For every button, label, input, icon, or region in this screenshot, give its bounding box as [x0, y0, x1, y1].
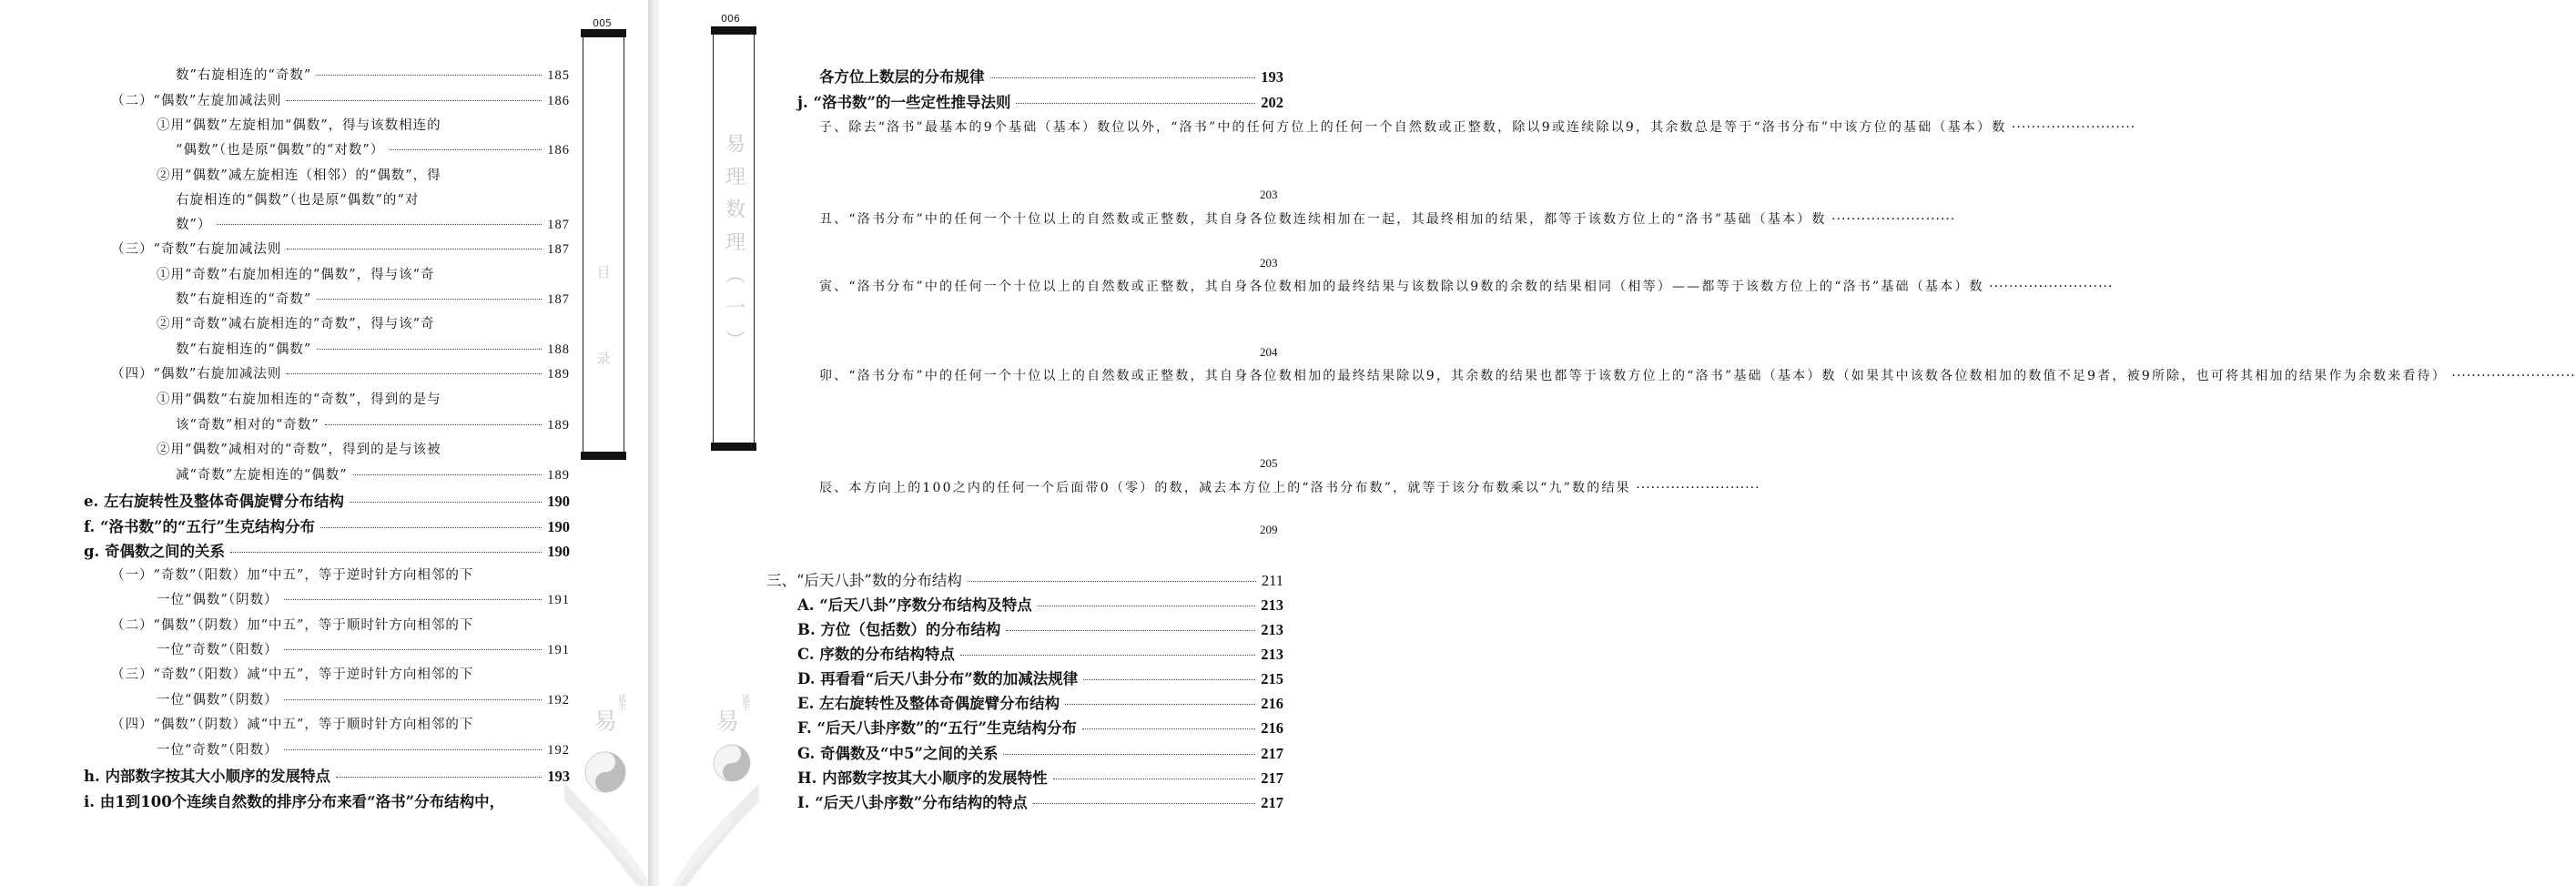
toc-entry	[176, 339, 570, 358]
toc-page-number: 190	[547, 518, 570, 535]
dot-leader	[287, 249, 542, 250]
toc-page-number: 192	[547, 693, 570, 708]
toc-entry	[797, 691, 1283, 713]
toc-entry	[111, 363, 570, 382]
dot-leader	[1016, 103, 1255, 104]
dot-leader	[320, 527, 542, 528]
toc-entry-text: B. 方位（包括数）的分布结构	[797, 621, 1001, 638]
toc-page-number: 211	[1261, 572, 1283, 589]
toc-row	[157, 389, 666, 408]
dot-leader: ·························	[1983, 280, 2114, 294]
toc-page-number: 203	[1260, 188, 1278, 201]
toc-entry-text: e. 左右旋转性及整体奇偶旋臂分布结构	[84, 493, 344, 510]
toc-row	[84, 489, 570, 511]
toc-entry-text: 减“奇数”左旋相连的“偶数”	[176, 468, 348, 483]
dot-leader	[336, 777, 542, 778]
toc-entry-text: 各方位上数层的分布规律	[819, 68, 985, 86]
toc-entry	[797, 716, 1283, 738]
toc-row	[797, 691, 1283, 713]
toc-row	[797, 716, 1283, 738]
toc-row	[176, 464, 570, 484]
toc-entry-text: 卯、“洛书分布”中的任何一个十位以上的自然数或正整数，其自身各位数相加的最终结果除以9，其余数的结果也都等于该数方位上的“洛书”基础（基本）数（如果其中该数各位数相加的数值不足9者，被9所除，也可将其相加的结果作为余数来看待）	[819, 369, 2447, 383]
toc-page-number: 216	[1261, 719, 1283, 737]
toc-entry	[111, 239, 570, 258]
toc-row	[176, 189, 685, 209]
toc-page-number: 204	[1260, 345, 1278, 359]
toc-entry	[176, 214, 570, 233]
right-side-label: 易理数理（一）	[722, 133, 745, 362]
toc-entry	[84, 514, 570, 536]
toc-row	[111, 239, 570, 258]
toc-row	[797, 90, 1283, 112]
toc-row	[157, 264, 666, 283]
toc-row	[176, 214, 570, 233]
tab-top-bar	[581, 29, 626, 37]
dot-leader	[1082, 728, 1255, 729]
toc-entry-text: ①用“偶数”左旋相加“偶数”，得与该数相连的	[157, 118, 441, 133]
toc-entry-text: h. 内部数字按其大小顺序的发展特点	[84, 768, 330, 785]
toc-row	[819, 65, 1283, 87]
toc-entry	[797, 90, 1283, 112]
dot-leader	[1006, 630, 1255, 631]
dot-leader	[284, 599, 543, 600]
toc-entry-text: （二）“偶数”左旋加减法则	[111, 94, 282, 108]
toc-entry	[157, 389, 666, 408]
left-emblem-char: 易	[593, 708, 618, 736]
toc-row	[84, 789, 593, 811]
toc-entry	[176, 464, 570, 484]
toc-entry-text: ②用“偶数”减相对的“奇数”，得到的是与该被	[157, 443, 441, 457]
toc-row	[797, 790, 1283, 812]
toc-page-number: 209	[1260, 523, 1278, 536]
toc-page-number: 188	[547, 342, 570, 357]
toc-entry	[176, 139, 570, 158]
toc-row	[111, 615, 621, 634]
toc-paragraph-entry	[819, 276, 2114, 363]
toc-entry-text: “偶数”（也是原“偶数”的“对数”）	[176, 143, 385, 158]
toc-page-number: 213	[1261, 621, 1283, 638]
toc-page-number: 190	[547, 543, 570, 560]
left-emblem-text: 延生	[616, 694, 625, 710]
toc-row	[84, 514, 570, 536]
toc-entry	[157, 115, 666, 134]
toc-page-number: 202	[1261, 94, 1283, 111]
toc-row	[157, 589, 570, 608]
toc-row	[84, 539, 570, 561]
toc-row	[176, 289, 570, 308]
toc-entry	[176, 65, 570, 84]
dot-leader	[1033, 803, 1256, 804]
toc-entry	[797, 741, 1283, 763]
toc-page-number: 192	[547, 743, 570, 758]
toc-entry	[157, 313, 666, 332]
toc-page-number: 205	[1260, 456, 1278, 470]
toc-row	[797, 667, 1283, 688]
toc-entry-text: C. 序数的分布结构特点	[797, 646, 955, 663]
toc-row	[797, 642, 1283, 664]
toc-page-number: 193	[547, 768, 570, 785]
toc-entry-text: （三）“奇数”右旋加减法则	[111, 242, 282, 257]
toc-entry	[157, 589, 570, 608]
toc-entry	[84, 539, 570, 561]
toc-row	[157, 689, 570, 708]
dot-leader	[287, 100, 542, 101]
dot-leader	[317, 75, 542, 76]
toc-row	[797, 766, 1283, 788]
toc-entry	[797, 617, 1283, 639]
dot-leader	[284, 749, 543, 750]
dot-leader	[1065, 704, 1255, 705]
toc-page-number: 191	[547, 593, 570, 607]
toc-entry-text: I. “后天八卦序数”分布结构的特点	[797, 794, 1028, 811]
toc-entry	[176, 414, 570, 433]
toc-paragraph-entry	[819, 117, 2136, 206]
toc-entry	[797, 667, 1283, 688]
toc-page-number: 187	[547, 242, 570, 257]
dot-leader	[287, 373, 542, 374]
dot-leader: ·························	[1630, 481, 1760, 495]
toc-entry	[766, 568, 1283, 590]
toc-entry-text: （四）“偶数”（阴数）减“中五”，等于顺时针方向相邻的下	[111, 718, 474, 732]
toc-entry	[176, 289, 570, 308]
dot-leader	[230, 552, 542, 553]
tab-top-bar	[711, 26, 756, 35]
toc-entry-text: 数”右旋相连的“偶数”	[176, 342, 312, 357]
toc-entry-text: （三）“奇数”（阳数）减“中五”，等于逆时针方向相邻的下	[111, 667, 474, 682]
toc-row	[157, 639, 570, 658]
toc-entry-text: 一位“偶数”（阴数）	[157, 693, 279, 708]
toc-page-number: 217	[1261, 794, 1283, 811]
toc-entry	[157, 165, 666, 184]
toc-page-number: 187	[547, 292, 570, 307]
toc-entry	[157, 739, 570, 759]
toc-entry	[157, 639, 570, 658]
toc-entry-text: 一位“偶数”（阴数）	[157, 593, 279, 607]
toc-entry-text: 数”）	[176, 218, 212, 232]
toc-entry-text: A. “后天八卦”序数分布结构及特点	[797, 596, 1032, 614]
toc-entry	[84, 789, 593, 811]
toc-entry-text: 数”右旋相连的“奇数”	[176, 292, 312, 307]
dot-leader	[317, 349, 542, 350]
toc-page-number: 186	[547, 94, 570, 108]
toc-entry-text: （二）“偶数”（阴数）加“中五”，等于顺时针方向相邻的下	[111, 618, 474, 633]
toc-paragraph-entry	[819, 365, 2576, 474]
toc-entry-text: 丑、“洛书分布”中的任何一个十位以上的自然数或正整数，其自身各位数连续相加在一起，其最终相加的结果，都等于该数方位上的“洛书”基础（基本）数	[819, 212, 1827, 227]
dot-leader	[1083, 679, 1255, 680]
dot-leader: ·························	[2446, 369, 2576, 383]
toc-row	[176, 414, 570, 433]
dot-leader	[968, 581, 1256, 582]
right-page	[659, 0, 2576, 886]
toc-row	[111, 664, 621, 683]
toc-entry-text: 右旋相连的“偶数”（也是原“偶数”的“对	[176, 193, 420, 208]
toc-row	[157, 739, 570, 759]
toc-row	[766, 568, 1283, 590]
left-page	[0, 0, 652, 886]
toc-page-number: 213	[1261, 646, 1283, 663]
toc-row	[797, 617, 1283, 639]
toc-page-number: 217	[1261, 745, 1283, 762]
toc-paragraph-entry	[819, 209, 1956, 274]
toc-entry	[111, 90, 570, 109]
dot-leader	[990, 77, 1256, 78]
toc-entry-text: 三、“后天八卦”数的分布结构	[766, 572, 962, 589]
dot-leader	[1003, 754, 1255, 755]
toc-entry	[111, 714, 621, 733]
toc-entry-text: 辰、本方向上的100之内的任何一个后面带0（零）的数，减去本方位上的“洛书分布数”，就等于该分布数乘以“九”数的结果	[819, 481, 1631, 495]
toc-row	[111, 90, 570, 109]
toc-entry-text: D. 再看看“后天八卦分布”数的加减法规律	[797, 670, 1079, 687]
toc-row	[157, 165, 666, 184]
toc-row	[157, 115, 666, 134]
toc-row	[176, 339, 570, 358]
toc-page-number: 216	[1261, 695, 1283, 712]
toc-entry	[157, 264, 666, 283]
right-page-number: 006	[721, 13, 740, 25]
toc-entry-text: 一位“奇数”（阳数）	[157, 743, 279, 758]
toc-row	[84, 764, 570, 786]
toc-entry-text: g. 奇偶数之间的关系	[84, 543, 226, 560]
toc-entry-text: j. “洛书数”的一些定性推导法则	[797, 94, 1011, 111]
toc-row	[111, 714, 621, 733]
toc-page-number: 189	[547, 367, 570, 382]
left-side-label: 目录	[594, 265, 612, 438]
dot-leader	[325, 424, 543, 425]
toc-entry	[84, 489, 570, 511]
toc-entry-text: f. “洛书数”的“五行”生克结构分布	[84, 518, 315, 535]
toc-row	[157, 313, 666, 332]
toc-entry-text: ①用“偶数”右旋加相连的“奇数”，得到的是与	[157, 392, 441, 407]
toc-page-number: 217	[1261, 769, 1283, 787]
dot-leader	[960, 655, 1255, 656]
toc-page-number: 186	[547, 143, 570, 158]
toc-entry	[111, 615, 621, 634]
toc-page-number: 187	[547, 218, 570, 232]
toc-entry-text: 数”右旋相连的“奇数”	[176, 68, 312, 83]
toc-entry-text: ②用“偶数”减左旋相连（相邻）的“偶数”，得	[157, 168, 441, 183]
dot-leader	[217, 224, 542, 225]
toc-page-number: 190	[547, 493, 570, 510]
toc-entry	[111, 664, 621, 683]
dot-leader	[284, 649, 543, 650]
toc-entry-text: ②用“奇数”减右旋相连的“奇数”，得与该“奇	[157, 317, 435, 331]
toc-entry	[157, 439, 666, 458]
toc-entry-text: （四）“偶数”右旋加减法则	[111, 367, 282, 382]
left-page-number: 005	[593, 17, 612, 29]
toc-entry-text: H. 内部数字按其大小顺序的发展特性	[797, 769, 1048, 787]
toc-row	[176, 139, 570, 158]
dot-leader	[317, 299, 542, 300]
toc-entry	[84, 764, 570, 786]
right-side-tab	[713, 35, 755, 443]
tab-bottom-bar	[711, 443, 756, 451]
toc-row	[797, 593, 1283, 615]
toc-entry-text: 该“奇数”相对的“奇数”	[176, 418, 319, 433]
toc-entry-text: 寅、“洛书分布”中的任何一个十位以上的自然数或正整数，其自身各位数相加的最终结果与该数除以9数的余数的结果相同（相等）——都等于该数方位上的“洛书”基础（基本）数	[819, 280, 1984, 294]
toc-entry	[797, 642, 1283, 664]
dot-leader: ·························	[2006, 120, 2136, 135]
toc-page-number: 203	[1260, 256, 1278, 270]
right-emblem-char: 易	[715, 708, 740, 736]
toc-paragraph-entry	[819, 477, 1760, 541]
toc-page-number: 191	[547, 643, 570, 657]
toc-entry-text: i. 由1到100个连续自然数的排序分布来看“洛书”分布结构中，	[84, 793, 505, 810]
toc-entry	[157, 689, 570, 708]
toc-row	[157, 439, 666, 458]
toc-entry	[176, 189, 685, 209]
toc-entry	[819, 65, 1283, 87]
toc-entry-text: G. 奇偶数及“中5”之间的关系	[797, 745, 999, 762]
toc-entry	[797, 766, 1283, 788]
dot-leader: ·························	[1826, 212, 1956, 227]
toc-entry-text: F. “后天八卦序数”的“五行”生克结构分布	[797, 719, 1078, 737]
toc-entry	[111, 565, 621, 584]
toc-entry-text: 一位“奇数”（阳数）	[157, 643, 279, 657]
toc-page-number: 215	[1261, 670, 1283, 687]
toc-row	[176, 65, 570, 84]
dot-leader	[390, 149, 542, 150]
toc-page-number: 185	[547, 68, 570, 83]
dot-leader	[284, 699, 543, 700]
toc-page-number: 213	[1261, 596, 1283, 614]
toc-page-number: 189	[547, 418, 570, 433]
dot-leader	[350, 502, 542, 503]
toc-entry-text: ①用“奇数”右旋加相连的“偶数”，得与该“奇	[157, 268, 435, 282]
toc-page-number: 193	[1261, 68, 1283, 86]
right-emblem-text: 延生	[740, 694, 749, 710]
dot-leader	[353, 474, 543, 475]
toc-page-number: 189	[547, 468, 570, 483]
toc-row	[111, 565, 621, 584]
toc-entry-text: （一）“奇数”（阳数）加“中五”，等于逆时针方向相邻的下	[111, 568, 474, 583]
toc-entry-text: E. 左右旋转性及整体奇偶旋臂分布结构	[797, 695, 1060, 712]
toc-entry	[797, 790, 1283, 812]
toc-entry-text: 子、除去“洛书”最基本的9个基础（基本）数位以外，“洛书”中的任何方位上的任何一个自然数或正整数，除以9或连续除以9，其余数总是等于“洛书分布”中该方位的基础（基本）数	[819, 120, 2007, 135]
toc-row	[797, 741, 1283, 763]
toc-entry	[797, 593, 1283, 615]
toc-row	[111, 363, 570, 382]
